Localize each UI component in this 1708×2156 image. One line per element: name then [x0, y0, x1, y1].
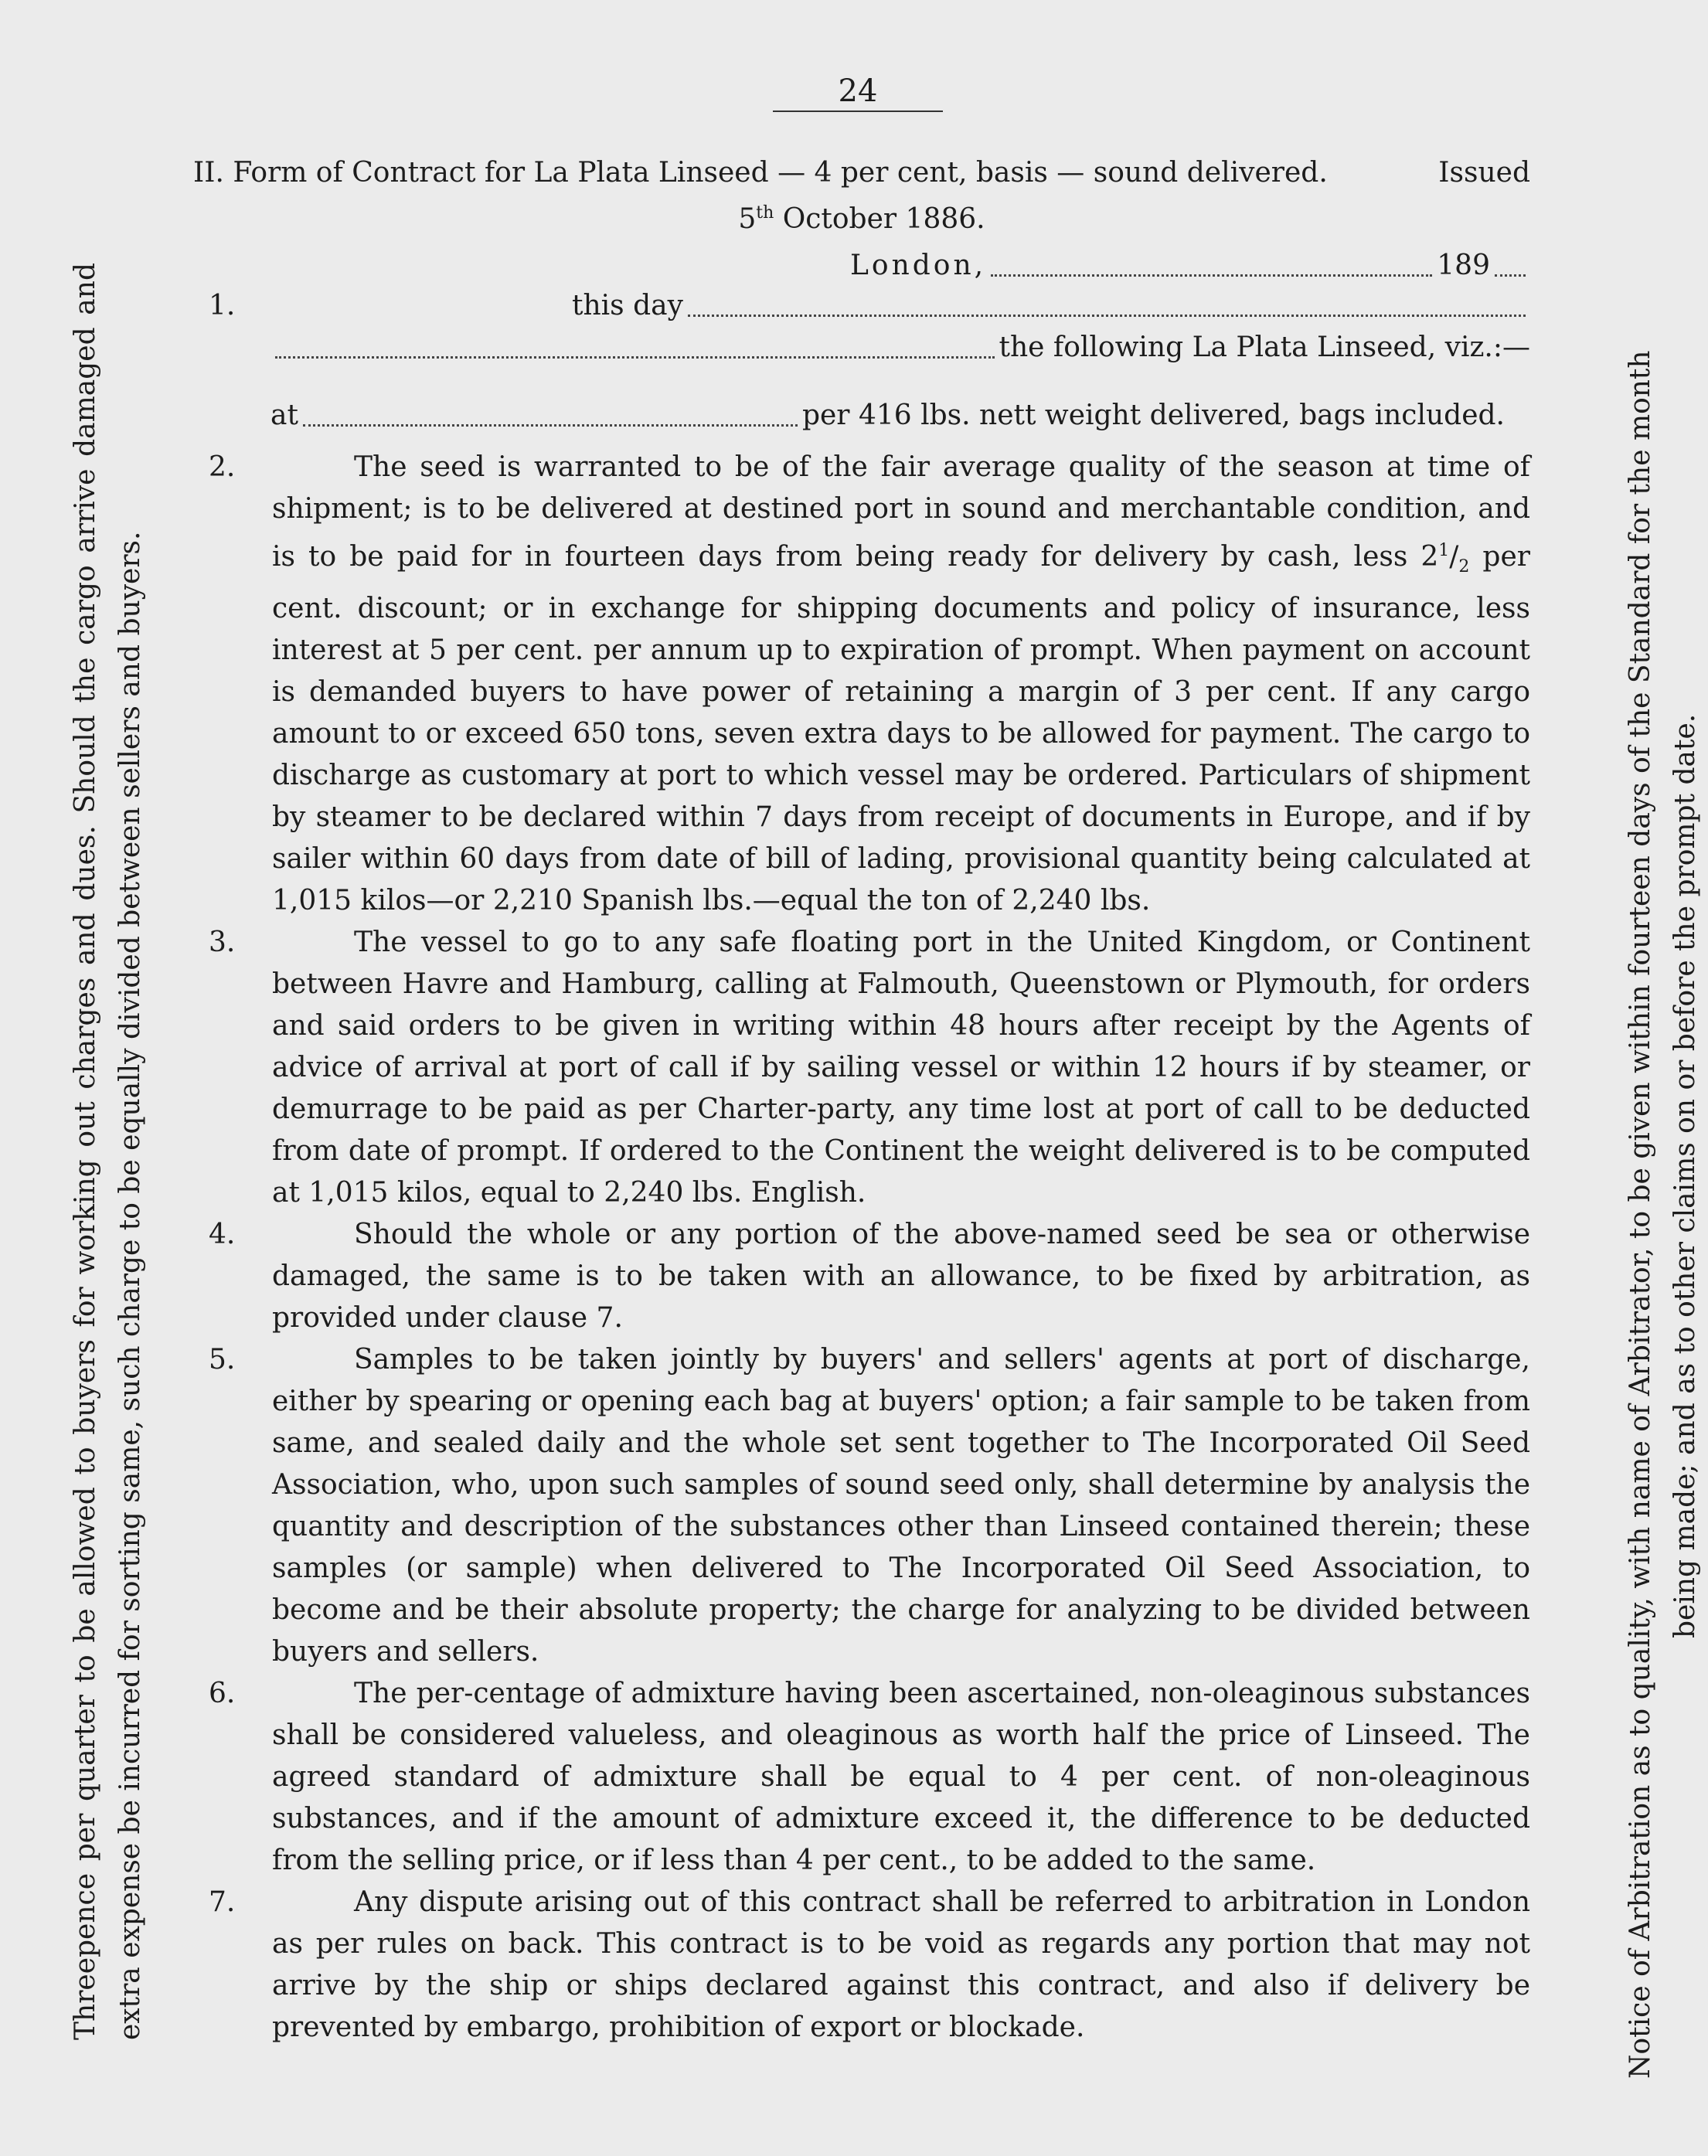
- clause-text-part: The seed is warranted to be of the fair average quality of the season at time of shipment; is to be delivered at destined port in sound and merchantable condition, and is to be paid for in fourteen days from being ready for delivery by cash, less 2: [272, 451, 1530, 573]
- this-day-label: this day: [572, 290, 683, 321]
- clause-number: 3.: [209, 927, 236, 959]
- title-line-1: [193, 153, 1530, 193]
- title-text: II. Form of Contract for La Plata Linseed — 4 per cent, basis — sound delivered.: [193, 157, 1328, 189]
- clause-2: [209, 447, 1530, 922]
- clause-text: The vessel to go to any safe floating port in the United Kingdom, or Continent between Havre and Hamburg, calling at Falmouth, Queenstown or Plymouth, for orders and said orders to be given in writing within 48 hours after receipt by the Agents of advice of arrival at port of call if by sailing vessel or within 12 hours if by steamer, or demurrage to be paid as per Charter-party, any time lost at port of call to be deducted from date of prompt. If ordered to the Continent the weight delivered is to be computed at 1,015 kilos, equal to 2,240 lbs. English.: [272, 927, 1530, 1209]
- clause-text: The per-centage of admixture having been ascertained, non-oleaginous substances shall be considered valueless, and oleaginous as worth half the price of Linseed. The agreed standard of admixture shall be equal to 4 per cent. of non-oleaginous substances, and if the amount of admixture exceed it, the difference to be deducted from the selling price, or if less than 4 per cent., to be added to the same.: [272, 1678, 1530, 1877]
- per-label: per 416 lbs. nett weight delivered, bags included.: [801, 400, 1505, 431]
- contract-title: [193, 153, 1530, 240]
- place-date-line: [850, 246, 1530, 286]
- form-line-this-day: [209, 286, 1530, 326]
- title-issued: Issued: [1438, 157, 1530, 189]
- clause-text-part: per cent. discount; or in exchange for shipping documents and policy of insurance, less interest at 5 per cent. per annum up to expiration of prompt. When payment on account is demanded buyers to have power of retaining a margin of 3 per cent. If any cargo amount to or exceed 650 tons, seven extra days to be allowed for payment. The cargo to discharge as customary at port to which vessel may be ordered. Particulars of shipment by steamer to be declared within 7 days from receipt of documents in Europe, and if by sailer within 60 days from date of bill of lading, provisional quantity being calculated at 1,015 kilos—or 2,210 Spanish lbs.—equal the ton of 2,240 lbs.: [272, 541, 1530, 917]
- left-margin-note: Threepence per quarter to be allowed to buyers for working out charges and dues. Should the cargo arrive damaged and extra expense be incurred for sorting same, such charge to be equally divided between sellers and buyers.: [70, 263, 146, 2040]
- this-day-blank[interactable]: [688, 315, 1526, 317]
- price-blank[interactable]: [303, 424, 798, 427]
- form-line-price: [209, 396, 1530, 436]
- place-year: 189: [1437, 250, 1490, 281]
- clause-number: 4.: [209, 1219, 236, 1251]
- title-date: [193, 193, 1530, 240]
- clause-number: 2.: [209, 451, 236, 483]
- page-number-rule: [773, 111, 943, 112]
- title-date-suffix: th: [756, 203, 774, 223]
- year-blank[interactable]: [1495, 274, 1526, 277]
- clause-number-1: 1.: [209, 290, 236, 321]
- clause-text: Any dispute arising out of this contract shall be referred to arbitration in London as per rules on back. This contract is to be void as regards any portion that may not arrive by the ship or ships declared against this contract, and also if delivery be prevented by embargo, prohibition of export or blockade.: [272, 1886, 1530, 2044]
- clause-text: Should the whole or any portion of the above-named seed be sea or otherwise damaged, the same is to be taken with an allowance, to be fixed by arbitration, as provided under clause 7.: [272, 1219, 1530, 1335]
- page-number: 24: [838, 73, 878, 109]
- title-date-day: 5: [738, 203, 757, 235]
- fraction-denominator: 2: [1458, 557, 1470, 577]
- contract-clauses: [209, 447, 1530, 2049]
- clause-4: [209, 1214, 1530, 1339]
- at-label: at: [270, 400, 298, 431]
- date-blank[interactable]: [991, 274, 1432, 277]
- clause-text: The seed is warranted to be of the fair average quality of the season at time of shipment; is to be delivered at destined port in sound and merchantable condition, and is to be paid for in fourteen days from being ready for delivery by cash, less $2^1/_2$ per cent. discount; or in exchange for shipping documents and policy of insurance, less interest at 5 per cent. per annum up to expiration of prompt. When payment on account is demanded buyers to have power of retaining a margin of 3 per cent. If any cargo amount to or exceed 650 tons, seven extra days to be allowed for payment. The cargo to discharge as customary at port to which vessel may be ordered. Particulars of shipment by steamer to be declared within 7 days from receipt of documents in Europe, and if by sailer within 60 days from date of bill of lading, provisional quantity being calculated at 1,015 kilos—or 2,210 Spanish lbs.—equal the ton of 2,240 lbs.: [272, 451, 1530, 917]
- title-date-rest: October 1886.: [774, 203, 985, 235]
- clause-number: 6.: [209, 1678, 236, 1710]
- clause-6: [209, 1673, 1530, 1882]
- clause-number: 5.: [209, 1344, 236, 1376]
- clause-number: 7.: [209, 1886, 236, 1919]
- form-line-following: [209, 328, 1530, 368]
- fraction-numerator: 1: [1438, 541, 1450, 560]
- clause-7: [209, 1882, 1530, 2049]
- following-label: the following La Plata Linseed, viz.:—: [999, 332, 1530, 363]
- clause-5: [209, 1339, 1530, 1673]
- right-margin-line-2: being made; and as to other claims on or before the prompt date.: [1669, 713, 1701, 1638]
- clause-3: [209, 922, 1530, 1214]
- following-blank[interactable]: [275, 356, 995, 359]
- right-margin-note: [1618, 232, 1708, 2079]
- place-city: London,: [850, 250, 987, 281]
- clause-text: Samples to be taken jointly by buyers' and sellers' agents at port of discharge, either by spearing or opening each bag at buyers' option; a fair sample to be taken from same, and sealed daily and the whole set sent together to The Incorporated Oil Seed Association, who, upon such samples of sound seed only, shall determine by analysis the quantity and description of the substances other than Linseed contained therein; these samples (or sample) when delivered to The Incorporated Oil Seed Association, to become and be their absolute property; the charge for analyzing to be divided between buyers and sellers.: [272, 1344, 1530, 1668]
- right-margin-line-1: Notice of Arbitration as to quality, with name of Arbitrator, to be given within fourteen days of the Standard for the month: [1625, 350, 1656, 2079]
